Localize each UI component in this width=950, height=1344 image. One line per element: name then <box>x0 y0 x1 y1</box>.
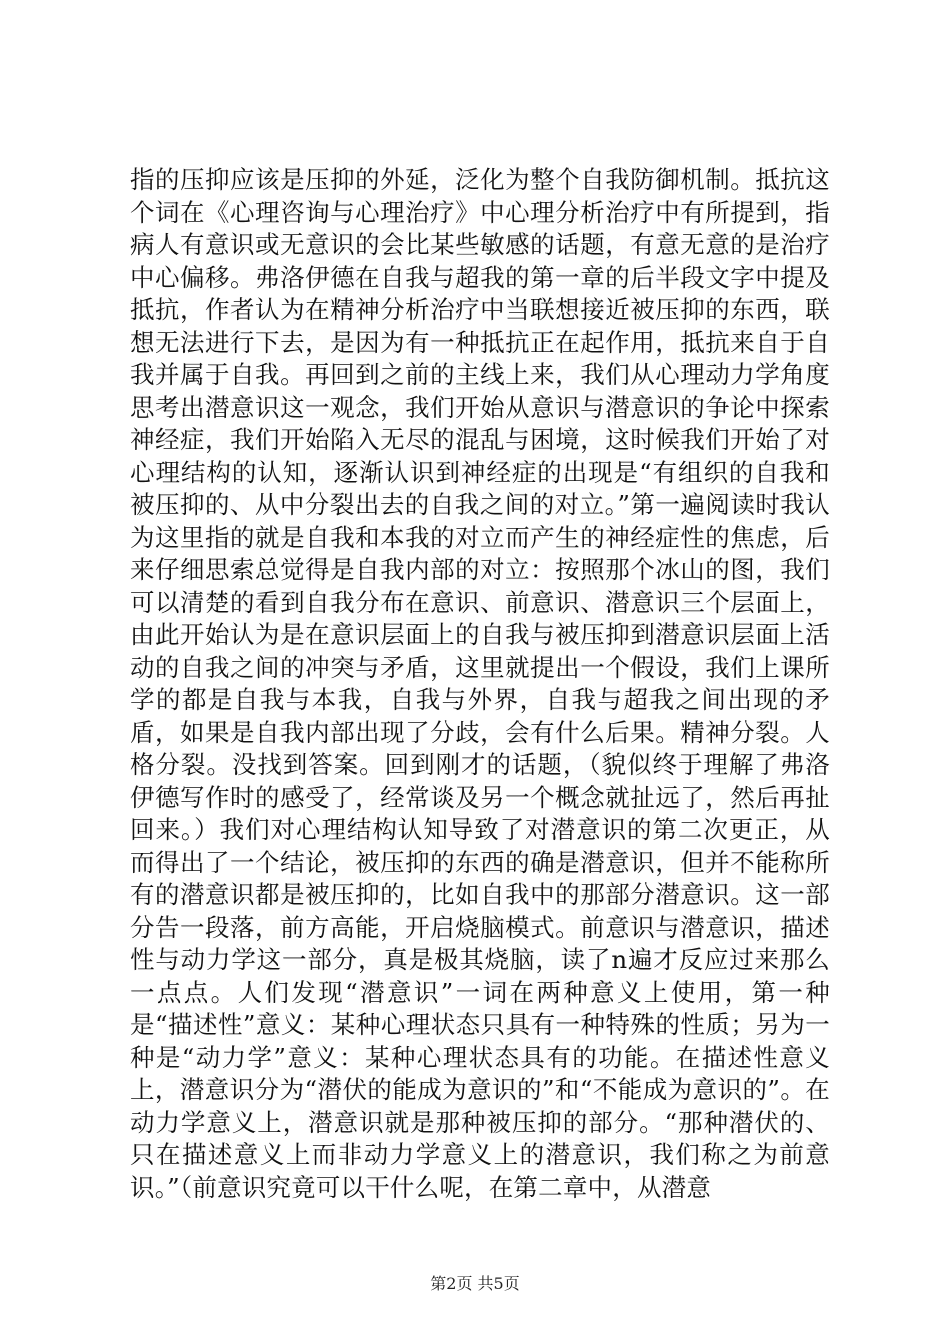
page-number-footer: 第2页 共5页 <box>430 1274 520 1293</box>
body-paragraph: 指的压抑应该是压抑的外延，泛化为整个自我防御机制。抵抗这个词在《心理咨询与心理治疗》中心理分析治疗中有所提到，指病人有意识或无意识的会比某些敏感的话题，有意无意的是治疗中心偏移。弗洛伊德在自我与超我的第一章的后半段文字中提及抵抗，作者认为在精神分析治疗中当联想接近被压抑的东西，联想无法进行下去，是因为有一种抵抗正在起作用，抵抗来自于自我并属于自我。再回到之前的主线上来，我们从心理动力学角度思考出潜意识这一观念，我们开始从意识与潜意识的争论中探索神经症，我们开始陷入无尽的混乱与困境，这时候我们开始了对心理结构的认知，逐渐认识到神经症的出现是“有组织的自我和被压抑的、从中分裂出去的自我之间的对立。”第一遍阅读时我认为这里指的就是自我和本我的对立而产生的神经症性的焦虑，后来仔细思索总觉得是自我内部的对立：按照那个冰山的图，我们可以清楚的看到自我分布在意识、前意识、潜意识三个层面上，由此开始认为是在意识层面上的自我与被压抑到潜意识层面上活动的自我之间的冲突与矛盾，这里就提出一个假设，我们上课所学的都是自我与本我，自我与外界，自我与超我之间出现的矛盾，如果是自我内部出现了分歧，会有什么后果。精神分裂。人格分裂。没找到答案。回到刚才的话题，（貌似终于理解了弗洛伊德写作时的感受了，经常谈及另一个概念就扯远了，然后再扯回来。）我们对心理结构认知导致了对潜意识的第二次更正，从而得出了一个结论，被压抑的东西的确是潜意识，但并不能称所有的潜意识都是被压抑的，比如自我中的那部分潜意识。这一部分告一段落，前方高能，开启烧脑模式。前意识与潜意识，描述性与动力学这一部分，真是极其烧脑，读了n遍才反应过来那么一点点。人们发现“潜意识”一词在两种意义上使用，第一种是“描述性”意义：某种心理状态只具有一种特殊的性质；另为一种是“动力学”意义：某种心理状态具有的功能。在描述性意义上，潜意识分为“潜伏的能成为意识的”和“不能成为意识的”。在动力学意义上，潜意识就是那种被压抑的部分。“那种潜伏的、只在描述意义上而非动力学意义上的潜意识，我们称之为前意识。”（前意识究竟可以干什么呢，在第二章中，从潜意 <box>130 165 830 1202</box>
